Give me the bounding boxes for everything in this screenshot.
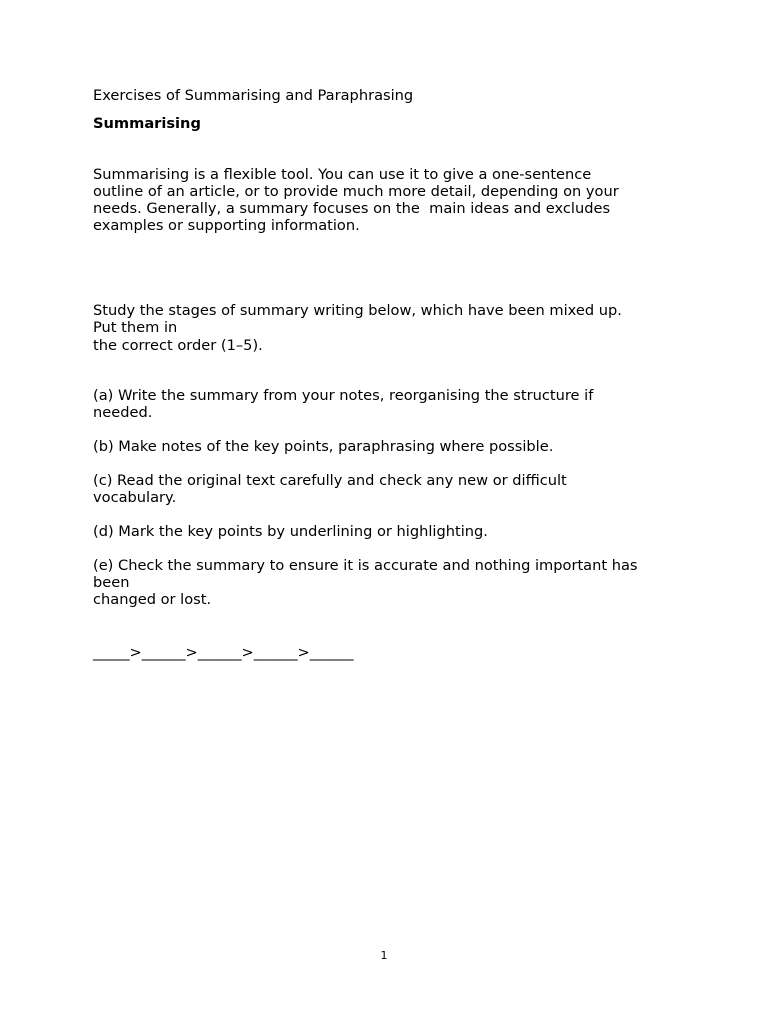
answer-blanks: _____>______>______>______>______ xyxy=(93,644,354,661)
stage-line: (a) Write the summary from your notes, reorganising the structure if xyxy=(93,387,594,404)
intro-line: examples or supporting information. xyxy=(93,217,360,234)
instruction-line: Study the stages of summary writing below, which have been mixed up. xyxy=(93,302,622,319)
stage-line: (d) Mark the key points by underlining or highlighting. xyxy=(93,523,488,540)
section-heading: Summarising xyxy=(93,115,201,132)
stage-line: needed. xyxy=(93,404,153,421)
page-number: 1 xyxy=(380,949,388,962)
stage-line: vocabulary. xyxy=(93,489,177,506)
instruction-line: Put them in xyxy=(93,319,178,336)
stage-line: (c) Read the original text carefully and check any new or difficult xyxy=(93,472,567,489)
stage-line: (e) Check the summary to ensure it is accurate and nothing important has xyxy=(93,557,638,574)
document-title: Exercises of Summarising and Paraphrasing xyxy=(93,87,414,104)
stage-line: been xyxy=(93,574,130,591)
stage-line: (b) Make notes of the key points, paraphrasing where possible. xyxy=(93,438,554,455)
instruction-line: the correct order (1–5). xyxy=(93,337,263,354)
intro-line: needs. Generally, a summary focuses on the main ideas and excludes xyxy=(93,200,611,217)
intro-line: Summarising is a flexible tool. You can use it to give a one-sentence xyxy=(93,166,592,183)
stage-line: changed or lost. xyxy=(93,591,212,608)
intro-line: outline of an article, or to provide much more detail, depending on your xyxy=(93,183,619,200)
